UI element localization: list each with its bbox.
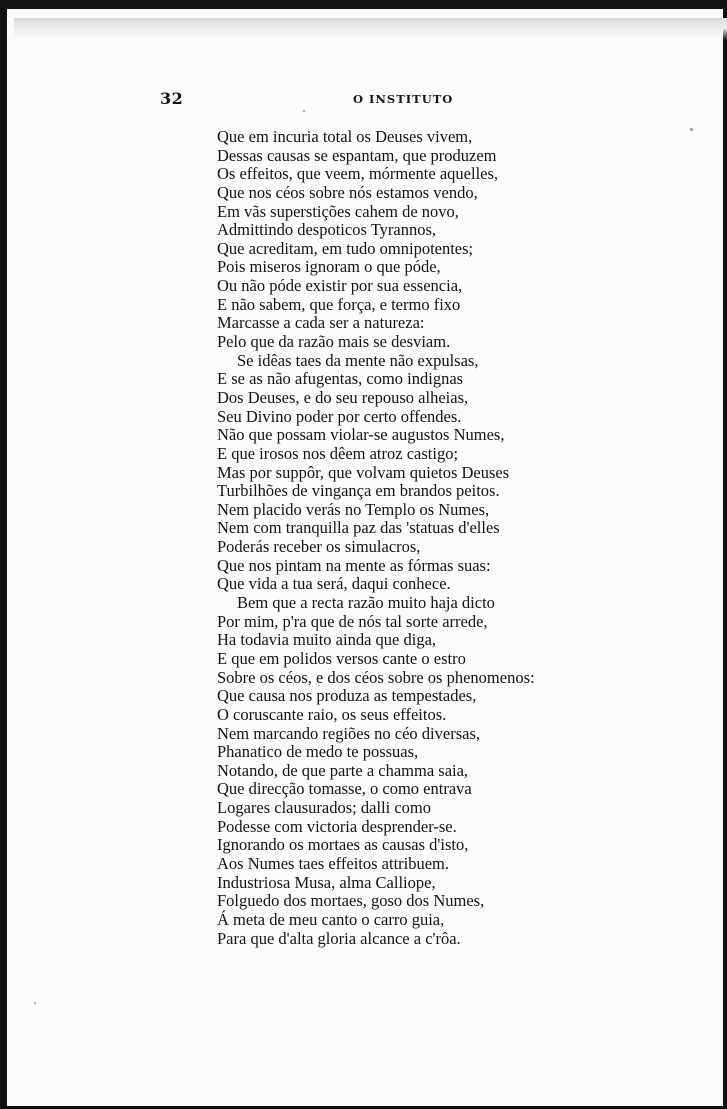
poem-line: Os effeitos, que veem, mórmente aquelles, (217, 164, 499, 184)
poem-line: O coruscante raio, os seus effeitos. (217, 704, 447, 724)
poem-line: E se as não afugentas, como indignas (217, 369, 464, 389)
poem-line: Mas por suppôr, que volvam quietos Deuses (217, 462, 510, 482)
poem-line: Phanatico de medo te possuas, (217, 742, 419, 762)
running-head: O INSTITUTO (353, 92, 454, 106)
poem-line: Nem placido verás no Templo os Numes, (217, 499, 490, 519)
dust-speck (690, 128, 693, 131)
poem-line: Pois miseros ignoram o que póde, (217, 257, 441, 277)
poem-line: Para que d'alta gloria alcance a c'rôa. (217, 928, 461, 948)
poem-line: Que em incuria total os Deuses vivem, (217, 127, 473, 146)
poem-line: Seu Divino poder por certo offendes. (217, 406, 462, 426)
poem-line: Que causa nos produza as tempestades, (217, 686, 477, 706)
poem-line: Á meta de meu canto o carro guia, (217, 909, 445, 929)
poem-line-indented: Se idêas taes da mente não expulsas, (237, 350, 479, 370)
poem-line: E que irosos nos dêem atroz castigo; (217, 443, 459, 463)
poem-line-indented: Bem que a recta razão muito haja dicto (237, 593, 495, 613)
poem-line: Podesse com victoria desprender-se. (217, 816, 457, 836)
poem-text (217, 128, 687, 948)
poem-line: Ou não póde existir por sua essencia, (217, 276, 463, 296)
poem-line: Ignorando os mortaes as causas d'isto, (217, 835, 469, 855)
poem-line: Turbilhões de vingança em brandos peitos. (217, 481, 500, 501)
poem-line: Poderás receber os simulacros, (217, 537, 421, 557)
poem-line: E não sabem, que força, e termo fixo (217, 294, 461, 314)
poem-line: Nem com tranquilla paz das 'statuas d'elles (217, 518, 500, 538)
poem-line: Por mim, p'ra que de nós tal sorte arrede, (217, 611, 488, 631)
page-header (0, 89, 727, 109)
poem-line: Que direcção tomasse, o como entrava (217, 779, 472, 799)
poem-line: Em vãs superstições cahem de novo, (217, 201, 459, 221)
page-number: 32 (160, 89, 184, 108)
poem-line: Que acreditam, em tudo omnipotentes; (217, 238, 474, 258)
poem-line: Que vida a tua será, daqui conhece. (217, 574, 451, 594)
poem-line: Folguedo dos mortaes, goso dos Numes, (217, 891, 485, 911)
poem-line: Notando, de que parte a chamma saia, (217, 760, 469, 780)
poem-line: Não que possam violar-se augustos Numes, (217, 425, 505, 445)
poem-line: E que em polidos versos cante o estro (217, 648, 466, 668)
poem-line: Aos Numes taes effeitos attribuem. (217, 853, 450, 873)
dust-speck (303, 110, 305, 112)
poem-line: Que nos pintam na mente as fórmas suas: (217, 555, 491, 575)
poem-line: Sobre os céos, e dos céos sobre os phenomenos: (217, 667, 535, 687)
poem-line: Logares clausurados; dalli como (217, 798, 431, 818)
dust-speck (34, 1002, 36, 1004)
poem-line: Ha todavia muito ainda que diga, (217, 630, 437, 650)
poem-line: Dessas causas se espantam, que produzem (217, 145, 497, 165)
poem-line: Nem marcando regiões no céo diversas, (217, 723, 480, 743)
poem-line: Admittindo despoticos Tyrannos, (217, 220, 436, 240)
poem-line: Dos Deuses, e do seu repouso alheias, (217, 387, 469, 407)
poem-line: Pelo que da razão mais se desviam. (217, 332, 451, 352)
scan-shadow (14, 18, 727, 40)
poem-line: Marcasse a cada ser a natureza: (217, 313, 425, 333)
poem-line: Industriosa Musa, alma Calliope, (217, 872, 436, 892)
poem-line: Que nos céos sobre nós estamos vendo, (217, 182, 478, 202)
